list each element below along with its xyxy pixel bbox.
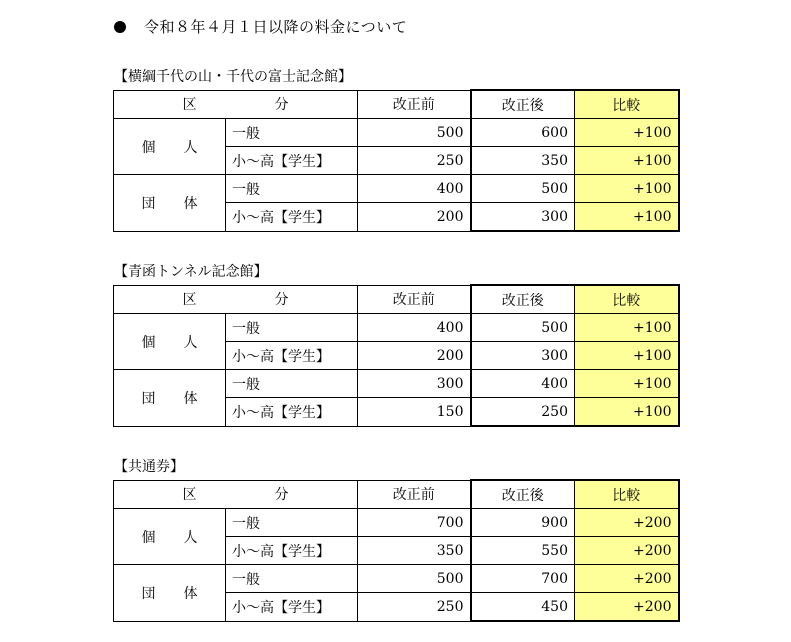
type-general: 一般 bbox=[226, 509, 358, 537]
group-individual: 個 人 bbox=[114, 314, 226, 370]
table-row bbox=[114, 509, 679, 537]
before-value: 350 bbox=[358, 537, 471, 565]
diff-value: +100 bbox=[575, 314, 679, 342]
diff-value: +200 bbox=[575, 565, 679, 593]
type-general: 一般 bbox=[226, 119, 358, 147]
header-kubun: 区 分 bbox=[114, 90, 358, 119]
diff-value: +100 bbox=[575, 203, 679, 232]
header-before: 改正前 bbox=[358, 285, 471, 314]
before-value: 700 bbox=[358, 509, 471, 537]
before-value: 500 bbox=[358, 565, 471, 593]
after-value: 250 bbox=[471, 398, 575, 427]
after-value: 500 bbox=[471, 175, 575, 203]
page-heading bbox=[114, 16, 407, 37]
type-general: 一般 bbox=[226, 565, 358, 593]
header-diff: 比較 bbox=[575, 90, 679, 119]
diff-value: +100 bbox=[575, 370, 679, 398]
table-header-row bbox=[114, 285, 679, 314]
after-value: 300 bbox=[471, 203, 575, 232]
header-kubun: 区 分 bbox=[114, 285, 358, 314]
type-student: 小～高【学生】 bbox=[226, 203, 358, 232]
type-student: 小～高【学生】 bbox=[226, 147, 358, 175]
before-value: 250 bbox=[358, 593, 471, 622]
type-student: 小～高【学生】 bbox=[226, 593, 358, 622]
table-row bbox=[114, 314, 679, 342]
header-diff: 比較 bbox=[575, 480, 679, 509]
table-row bbox=[114, 119, 679, 147]
before-value: 300 bbox=[358, 370, 471, 398]
header-after: 改正後 bbox=[471, 480, 575, 509]
after-value: 450 bbox=[471, 593, 575, 622]
fee-table bbox=[113, 284, 680, 427]
header-diff: 比較 bbox=[575, 285, 679, 314]
after-value: 300 bbox=[471, 342, 575, 370]
type-general: 一般 bbox=[226, 370, 358, 398]
before-value: 200 bbox=[358, 203, 471, 232]
type-student: 小～高【学生】 bbox=[226, 398, 358, 427]
before-value: 500 bbox=[358, 119, 471, 147]
before-value: 150 bbox=[358, 398, 471, 427]
type-general: 一般 bbox=[226, 314, 358, 342]
diff-value: +100 bbox=[575, 398, 679, 427]
diff-value: +200 bbox=[575, 537, 679, 565]
type-student: 小～高【学生】 bbox=[226, 537, 358, 565]
fee-table bbox=[113, 479, 680, 622]
before-value: 400 bbox=[358, 314, 471, 342]
header-kubun: 区 分 bbox=[114, 480, 358, 509]
table-row bbox=[114, 370, 679, 398]
header-before: 改正前 bbox=[358, 480, 471, 509]
header-after: 改正後 bbox=[471, 90, 575, 119]
after-value: 550 bbox=[471, 537, 575, 565]
group-individual: 個 人 bbox=[114, 119, 226, 175]
after-value: 600 bbox=[471, 119, 575, 147]
group-group: 団 体 bbox=[114, 175, 226, 232]
table-header-row bbox=[114, 90, 679, 119]
type-student: 小～高【学生】 bbox=[226, 342, 358, 370]
group-individual: 個 人 bbox=[114, 509, 226, 565]
group-group: 団 体 bbox=[114, 370, 226, 427]
before-value: 400 bbox=[358, 175, 471, 203]
diff-value: +200 bbox=[575, 593, 679, 622]
after-value: 500 bbox=[471, 314, 575, 342]
before-value: 200 bbox=[358, 342, 471, 370]
fee-table bbox=[113, 89, 680, 232]
bullet-icon bbox=[114, 21, 126, 33]
table-row bbox=[114, 175, 679, 203]
header-after: 改正後 bbox=[471, 285, 575, 314]
type-general: 一般 bbox=[226, 175, 358, 203]
group-group: 団 体 bbox=[114, 565, 226, 622]
diff-value: +100 bbox=[575, 175, 679, 203]
page-heading-text: 令和８年４月１日以降の料金について bbox=[144, 18, 408, 36]
diff-value: +100 bbox=[575, 147, 679, 175]
diff-value: +100 bbox=[575, 342, 679, 370]
after-value: 900 bbox=[471, 509, 575, 537]
section-title: 【横綱千代の山・千代の富士記念館】 bbox=[114, 69, 352, 85]
section-title: 【青函トンネル記念館】 bbox=[114, 264, 268, 280]
after-value: 700 bbox=[471, 565, 575, 593]
section-title: 【共通券】 bbox=[114, 459, 184, 475]
after-value: 400 bbox=[471, 370, 575, 398]
before-value: 250 bbox=[358, 147, 471, 175]
table-header-row bbox=[114, 480, 679, 509]
after-value: 350 bbox=[471, 147, 575, 175]
diff-value: +100 bbox=[575, 119, 679, 147]
table-row bbox=[114, 565, 679, 593]
diff-value: +200 bbox=[575, 509, 679, 537]
header-before: 改正前 bbox=[358, 90, 471, 119]
